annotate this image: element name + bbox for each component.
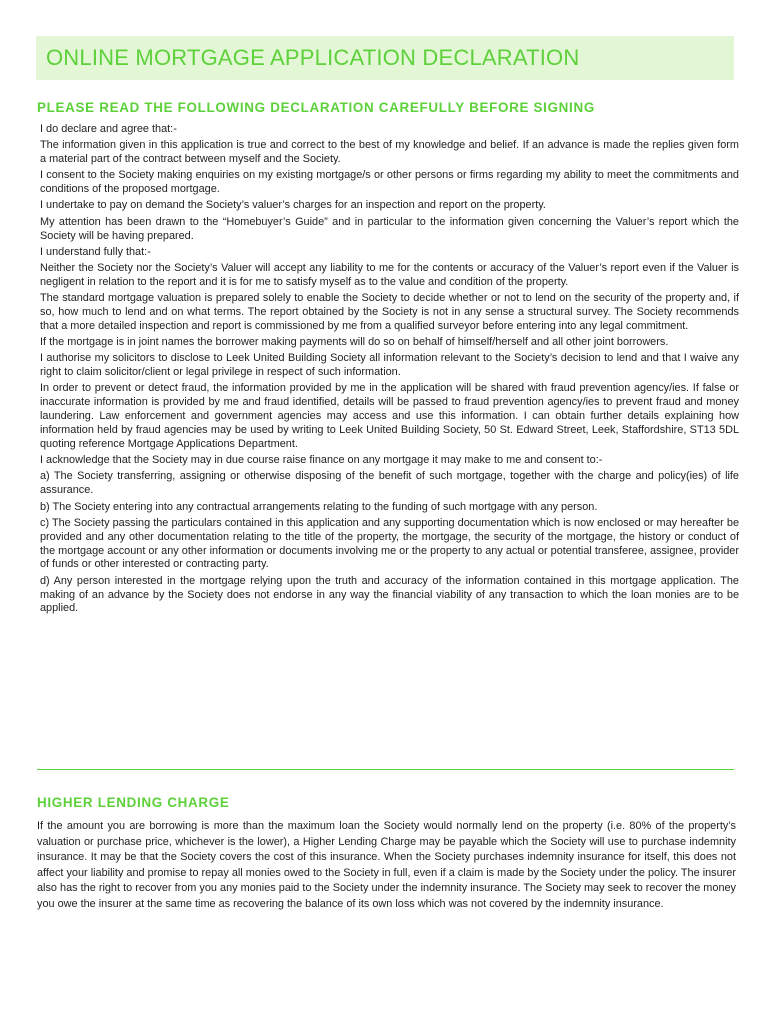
- declaration-paragraph: a) The Society transferring, assigning or otherwise disposing of the benefit of such mortgage, together with the charge and policy(ies) of life assurance.: [40, 470, 739, 497]
- declaration-paragraph: b) The Society entering into any contractual arrangements relating to the funding of such mortgage with any person.: [40, 500, 598, 513]
- declaration-paragraph: Neither the Society nor the Society’s Valuer will accept any liability to me for the contents or accuracy of the Valuer’s report even if the Valuer is negligent in relation to the report and it is for me to satisfy myself as to the value and condition of the property.: [40, 261, 739, 288]
- declaration-paragraph: I do declare and agree that:-: [40, 123, 177, 135]
- higher-lending-charge-heading: HIGHER LENDING CHARGE: [37, 795, 230, 810]
- declaration-paragraph: I consent to the Society making enquiries on my existing mortgage/s or other persons or firms regarding my ability to meet the commitments and conditions of the proposed mortgage.: [40, 169, 739, 196]
- title-banner: [36, 36, 734, 80]
- section-divider: [37, 769, 734, 770]
- declaration-paragraph: My attention has been drawn to the “Homebuyer’s Guide” and in particular to the information given concerning the Valuer’s report which the Society will be having prepared.: [40, 215, 739, 242]
- declaration-body: [40, 123, 739, 619]
- declaration-paragraph: I understand fully that:-: [40, 245, 151, 258]
- declaration-paragraph: If the mortgage is in joint names the borrower making payments will do so on behalf of himself/herself and all other joint borrowers.: [40, 336, 669, 349]
- declaration-paragraph: The standard mortgage valuation is prepared solely to enable the Society to decide whether or not to lend on the security of the property and, if so, how much to lend and on what terms. The report obtained by the Society is not in any sense a structural survey. The Society recommends that a more detailed inspection and report is commissioned by me from a qualified surveyor before entering into any legal commitment.: [40, 292, 739, 332]
- declaration-paragraph: I undertake to pay on demand the Society’s valuer’s charges for an inspection and report on the property.: [40, 199, 546, 212]
- declaration-heading: PLEASE READ THE FOLLOWING DECLARATION CAREFULLY BEFORE SIGNING: [37, 100, 595, 115]
- declaration-paragraph: I authorise my solicitors to disclose to Leek United Building Society all information relevant to the Society’s decision to lend and that I waive any right to claim solicitor/client or legal privilege in respect of such information.: [40, 352, 739, 379]
- higher-lending-charge-body: [37, 819, 736, 913]
- declaration-paragraph: In order to prevent or detect fraud, the information provided by me in the application will be shared with fraud prevention agency/ies. If false or inaccurate information is provided by me and fraud identified, details will be passed to fraud prevention agency/ies to prevent fraud and money laundering. Law enforcement and government agencies may access and use this information. I can obtain further details explaining how information held by fraud agencies may be used by writing to Leek United Building Society, 50 St. Edward Street, Leek, Staffordshire, ST13 5DL quoting reference Mortgage Applications Department.: [40, 382, 739, 450]
- declaration-paragraph: c) The Society passing the particulars contained in this application and any supporting documentation which is now enclosed or may hereafter be provided and any other documentation relating to the title of the property, the mortgage, the security of the mortgage, the history or conduct of the mortgage account or any other information or documents involving me or the property to any actual or potential transferee, assignee, provider of funds or other interested or contracting party.: [40, 516, 739, 571]
- higher-lending-charge-paragraph: If the amount you are borrowing is more than the maximum loan the Society would normally lend on the property (i.e. 80% of the property’s valuation or purchase price, whichever is the lower), a Higher Lending Charge may be payable which the Society will use to purchase indemnity insurance. It may be that the Society covers the cost of this insurance. When the Society purchases indemnity insurance for itself, this does not affect your liability and promise to repay all monies owed to the Society in full, even if a claim is made by the Society under the policy. The insurer also has the right to recover from you any monies paid to the Society under the indemnity insurance. The Society may seek to recover the money you owe the insurer at the same time as recovering the balance of its own loss which was not covered by the indemnity insurance.: [37, 820, 736, 910]
- page-title: ONLINE MORTGAGE APPLICATION DECLARATION: [46, 45, 580, 70]
- declaration-paragraph: The information given in this application is true and correct to the best of my knowledge and belief. If an advance is made the replies given form a material part of the contract between myself and the Society.: [40, 139, 739, 166]
- declaration-paragraph: I acknowledge that the Society may in due course raise finance on any mortgage it may make to me and consent to:-: [40, 454, 603, 467]
- declaration-paragraph: d) Any person interested in the mortgage relying upon the truth and accuracy of the information contained in this mortgage application. The making of an advance by the Society does not endorse in any way the financial viability of any transaction to which the loan monies are to be applied.: [40, 574, 739, 615]
